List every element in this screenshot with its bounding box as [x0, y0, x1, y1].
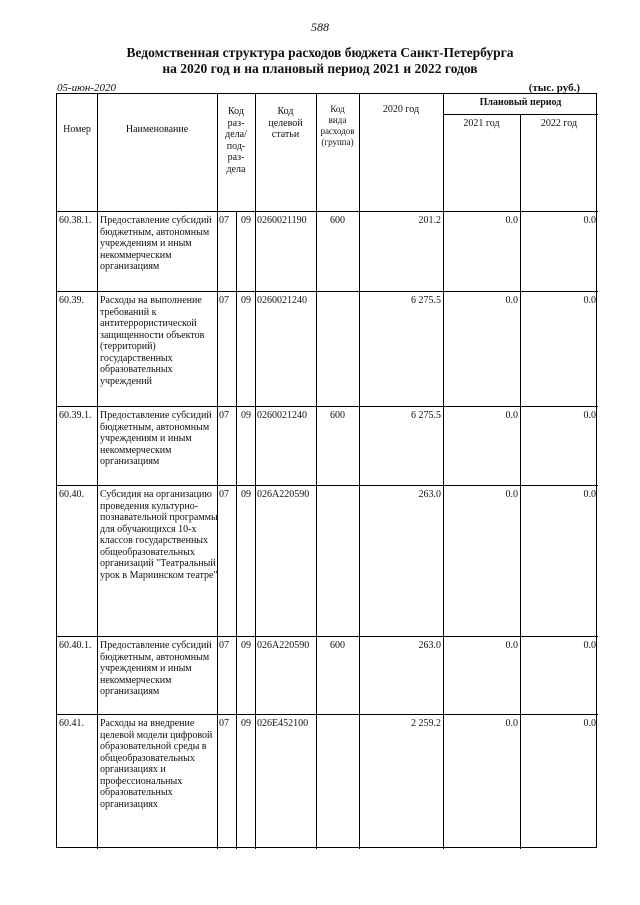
row-2022: 0.0 [583, 489, 596, 500]
row-number: 60.39. [59, 295, 84, 306]
title-line-1: Ведомственная структура расходов бюджета Санкт-Петербурга [126, 45, 514, 60]
row-section: 07 [219, 718, 229, 729]
row-2022: 0.0 [583, 640, 596, 651]
row-2022: 0.0 [583, 295, 596, 306]
row-target-code: 0260021240 [257, 410, 307, 421]
document-date: 05-июн-2020 [57, 82, 117, 94]
table-row [57, 293, 598, 406]
row-subsection: 09 [241, 640, 251, 651]
row-2020: 263.0 [418, 489, 441, 500]
row-name: Субсидия на организацию проведения культурно-познавательной программы для обучающихся 10-х классов государственных общеобразовательных организаций "Театральный урок в Мариинском театре" [100, 489, 218, 581]
row-subsection: 09 [241, 718, 251, 729]
row-2020: 2 259.2 [411, 718, 441, 729]
row-2020: 201.2 [418, 215, 441, 226]
row-2020: 6 275.5 [411, 410, 441, 421]
header-section-code: Код раз- дела/ под- раз- дела [225, 106, 247, 175]
page-number: 588 [311, 20, 329, 34]
row-2022: 0.0 [583, 215, 596, 226]
budget-table [56, 93, 597, 848]
row-divider [57, 485, 598, 486]
row-subsection: 09 [241, 295, 251, 306]
row-subsection: 09 [241, 410, 251, 421]
document-title [0, 45, 640, 77]
row-name: Предоставление субсидий бюджетным, автономным учреждениям и иным некоммерческим организациям [100, 640, 212, 697]
row-2021: 0.0 [505, 215, 518, 226]
header-2020: 2020 год [382, 104, 420, 115]
row-target-code: 0260021240 [257, 295, 307, 306]
table-row [57, 487, 598, 636]
units-label: (тыс. руб.) [528, 82, 580, 94]
header-planned-period: Плановый период [479, 97, 562, 108]
row-expense-type: 600 [330, 640, 345, 651]
row-2021: 0.0 [505, 295, 518, 306]
table-row [57, 638, 598, 714]
table-row [57, 408, 598, 485]
row-number: 60.39.1. [59, 410, 92, 421]
row-divider [57, 714, 598, 715]
row-2020: 263.0 [418, 640, 441, 651]
title-line-2: на 2020 год и на плановый период 2021 и 2022 годов [162, 61, 478, 76]
header-number: Номер [63, 124, 91, 135]
row-name: Расходы на выполнение требований к антитеррористической защищенности объектов (территорий) государственных образовательных учреждений [100, 295, 205, 387]
row-target-code: 026А220590 [257, 640, 310, 651]
row-name: Предоставление субсидий бюджетным, автономным учреждениям и иным некоммерческим организациям [100, 215, 212, 272]
row-section: 07 [219, 215, 229, 226]
header-2021: 2021 год [463, 118, 500, 129]
header-bottom [57, 211, 598, 212]
row-expense-type: 600 [330, 410, 345, 421]
row-number: 60.38.1. [59, 215, 92, 226]
row-2022: 0.0 [583, 410, 596, 421]
header-expense-type: Код вида расходов (группа) [320, 104, 355, 147]
row-subsection: 09 [241, 489, 251, 500]
table-row [57, 716, 598, 847]
header-name: Наименование [125, 124, 189, 135]
row-target-code: 026Е452100 [257, 718, 309, 729]
header-target-code: Код целевой статьи [268, 106, 303, 140]
row-name: Предоставление субсидий бюджетным, автономным учреждениям и иным некоммерческим организациям [100, 410, 212, 467]
row-number: 60.40. [59, 489, 84, 500]
row-2021: 0.0 [505, 489, 518, 500]
row-2021: 0.0 [505, 410, 518, 421]
row-2020: 6 275.5 [411, 295, 441, 306]
row-target-code: 0260021190 [257, 215, 307, 226]
row-section: 07 [219, 640, 229, 651]
row-section: 07 [219, 295, 229, 306]
row-2021: 0.0 [505, 718, 518, 729]
row-2022: 0.0 [583, 718, 596, 729]
row-divider [57, 291, 598, 292]
row-section: 07 [219, 410, 229, 421]
row-number: 60.41. [59, 718, 84, 729]
header-2022: 2022 год [540, 118, 578, 129]
row-divider [57, 406, 598, 407]
row-2021: 0.0 [505, 640, 518, 651]
row-target-code: 026А220590 [257, 489, 310, 500]
planned-divider [443, 114, 598, 115]
row-section: 07 [219, 489, 229, 500]
row-expense-type: 600 [330, 215, 345, 226]
table-row [57, 213, 598, 291]
row-number: 60.40.1. [59, 640, 92, 651]
row-subsection: 09 [241, 215, 251, 226]
row-name: Расходы на внедрение целевой модели цифровой образовательной среды в общеобразовательных организациях и профессиональных образовательных организациях [100, 718, 213, 810]
row-divider [57, 636, 598, 637]
